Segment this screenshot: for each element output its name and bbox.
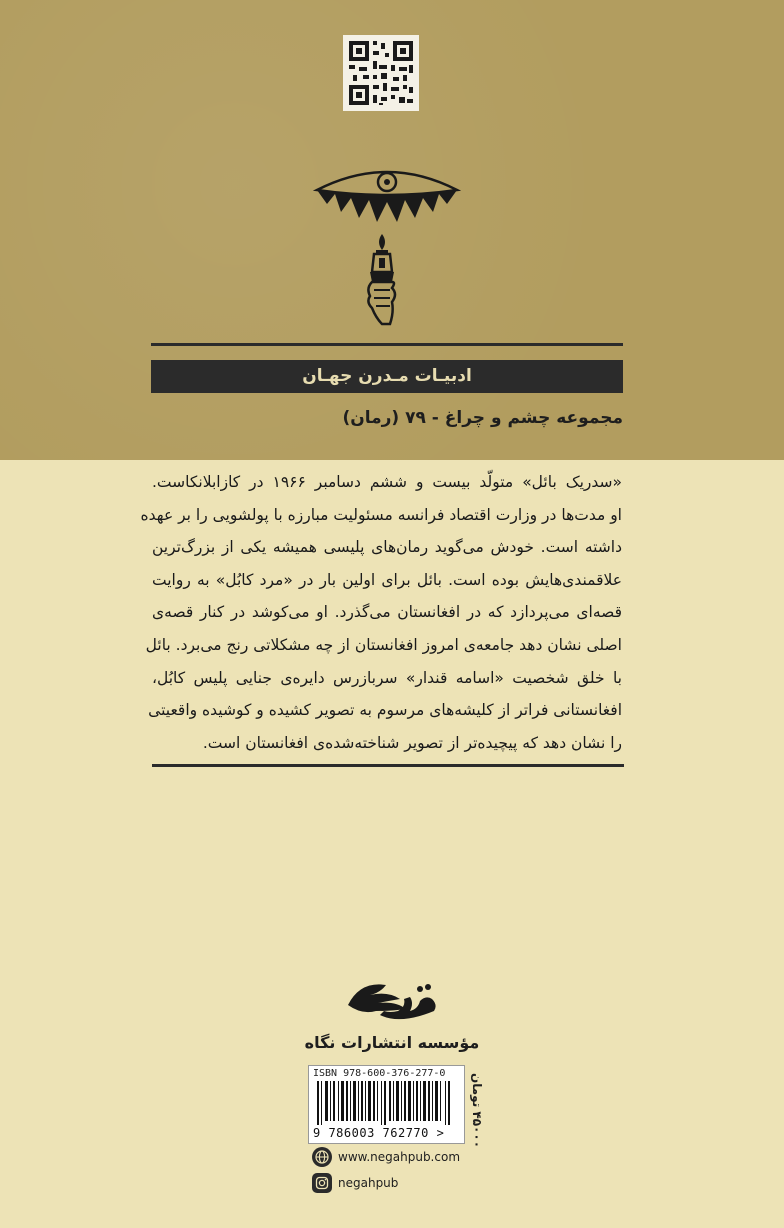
blurb-line: افغانستانی فراتر از کلیشه‌های مرسوم به تصویر کشیده و کوشیده واقعیتی [148,701,622,720]
publisher-name: مؤسسه انتشارات نگاه [304,1033,480,1052]
globe-icon [312,1147,332,1167]
blurb-line: داشته است. خودش می‌گوید رمان‌های پلیسی همیشه یکی از بزرگ‌ترین [152,538,622,557]
negah-logo [340,975,444,1029]
website-row[interactable] [312,1147,460,1167]
blurb-line: «سدریک بائل» متولّد بیست و ششم دسامبر ۱۹۶۶ در کازابلانکاست. [152,473,623,491]
price-label [466,1073,486,1149]
website-link[interactable]: www.negahpub.com [338,1150,461,1164]
blurb-line: با خلق شخصیت «اسامه قندار» سربازرس دایره‌ی جنایی پلیس کابُل، [152,668,622,687]
series-banner: ادبیـات مـدرن جهـان [151,360,623,393]
blurb [140,466,623,759]
price-text: ۴۵۰۰۰ تومان [470,1073,484,1149]
lamp-emblem [362,232,402,326]
barcode-bars [315,1081,458,1125]
series-subtitle: مجموعه چشم و چراغ - ۷۹ (رمان) [342,408,623,428]
bottom-rule [152,764,624,767]
isbn-label: ISBN 978-600-376-277-0 [313,1068,446,1079]
blurb-line: او مدت‌ها در وزارت اقتصاد فرانسه مسئولیت مبارزه با پولشویی را بر عهده [140,505,622,524]
instagram-row[interactable] [312,1173,398,1193]
qr-code [343,35,419,111]
instagram-link[interactable]: negahpub [338,1176,399,1190]
barcode [308,1065,465,1144]
eye-emblem [313,160,461,226]
top-rule [151,343,623,346]
blurb-line: را نشان دهد که پیچیده‌تر از تصویر شناخته‌شده‌ی افغانستان است. [202,733,622,752]
blurb-line: قصه‌ای می‌پردازد که در افغانستان می‌گذرد. او می‌کوشد در کنار قصه‌ی [152,603,622,622]
blurb-line: علاقمندی‌هایش بوده است. بائل برای اولین بار در «مرد کابُل» به روایت [152,570,622,589]
blurb-line: اصلی نشان دهد جامعه‌ی امروز افغانستان از چه مشکلاتی رنج می‌برد. بائل [145,635,622,654]
barcode-number: 9 786003 762770 > [313,1126,445,1140]
instagram-icon [312,1173,332,1193]
